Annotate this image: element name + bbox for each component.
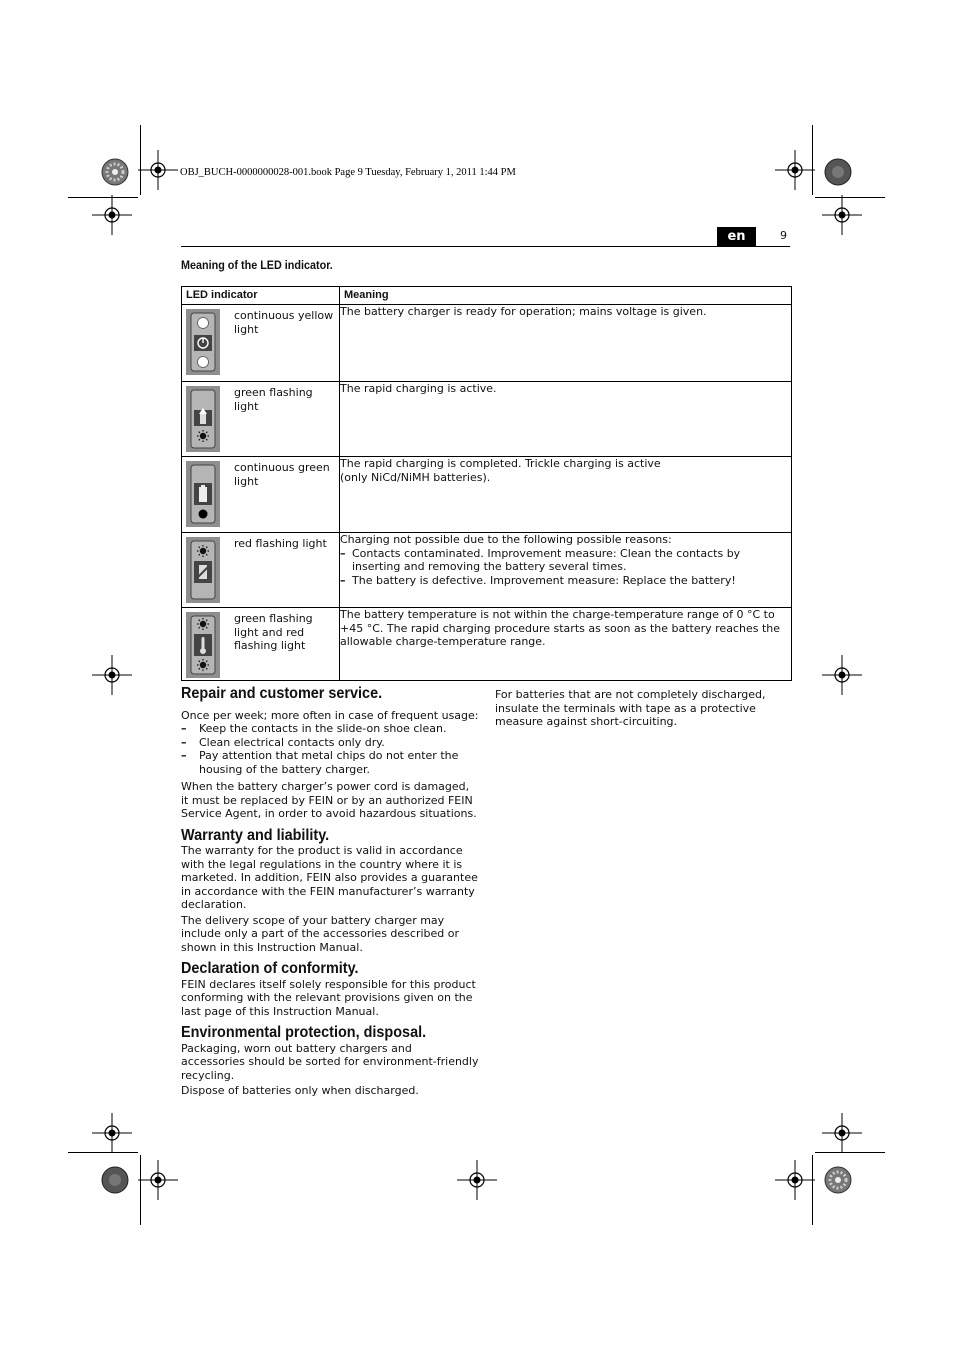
reason-item: – Contacts contaminated. Improvement measure: Clean the contacts by inserting and removing the battery several times.: [340, 546, 741, 573]
table-caption: Meaning of the LED indicator.: [181, 258, 333, 272]
indicator-label: green flashing light: [234, 386, 313, 413]
led-indicator-cell: [182, 305, 340, 382]
led-panel-image: [186, 537, 220, 607]
meaning-intro: Charging not possible due to the following possible reasons:: [340, 533, 672, 546]
language-badge: en: [717, 227, 756, 246]
color-registration-wheel-icon: [824, 158, 852, 186]
environment-paragraph: Packaging, worn out battery chargers and accessories should be sorted for environment-friendly recycling.: [181, 1041, 479, 1082]
led-indicator-cell: [182, 608, 340, 681]
repair-intro: Once per week; more often in case of frequent usage:: [181, 708, 479, 722]
column-header-led-indicator: LED indicator: [182, 287, 340, 305]
table-row: [182, 382, 792, 457]
indicator-label: continuous yellow light: [234, 309, 334, 336]
meaning-cell: [340, 533, 792, 608]
table-row: [182, 305, 792, 382]
repair-heading: Repair and customer service.: [181, 685, 383, 702]
led-panel-image: [186, 461, 220, 531]
color-registration-wheel-icon: [824, 1166, 852, 1194]
list-item: – Clean electrical contacts only dry.: [181, 735, 385, 749]
meaning-cell: The battery temperature is not within the charge-temperature range of 0 °C to +45 °C. The rapid charging procedure starts as soon as the battery reaches the allowable charge-temperature range.: [340, 608, 792, 681]
indicator-label: continuous green light: [234, 461, 330, 488]
color-registration-wheel-icon: [101, 1166, 129, 1194]
crosshair-target-icon: [822, 1113, 862, 1153]
led-indicator-cell: [182, 533, 340, 608]
crosshair-target-icon: [138, 150, 178, 190]
declaration-heading: Declaration of conformity.: [181, 960, 359, 977]
print-slug: OBJ_BUCH-0000000028-001.book Page 9 Tuesday, February 1, 2011 1:44 PM: [180, 167, 516, 178]
led-panel-image: [186, 612, 220, 682]
header-rule: [181, 246, 790, 247]
indicator-label: red flashing light: [234, 537, 327, 550]
crosshair-target-icon: [92, 1113, 132, 1153]
table-header-row: [182, 287, 792, 305]
warranty-heading: Warranty and liability.: [181, 826, 330, 844]
crosshair-target-icon: [775, 150, 815, 190]
crosshair-target-icon: [775, 1160, 815, 1200]
led-indicator-cell: [182, 457, 340, 533]
declaration-paragraph: FEIN declares itself solely responsible for this product conforming with the relevant provisions given on the last page of this Instruction Manual.: [181, 977, 476, 1018]
page-number: 9: [780, 229, 787, 242]
left-column: [181, 687, 479, 1098]
power-cord-note: When the battery charger’s power cord is damaged, it must be replaced by FEIN or by an authorized FEIN Service Agent, in order to avoid hazardous situations.: [181, 780, 477, 820]
table-row: [182, 457, 792, 533]
led-indicator-table: [181, 286, 792, 681]
battery-insulation-note: For batteries that are not completely discharged, insulate the terminals with tape as a protective measure against short-circuiting.: [495, 688, 766, 728]
warranty-paragraph: The delivery scope of your battery charger may include only a part of the accessories described or shown in this Instruction Manual.: [181, 913, 460, 954]
crosshair-target-icon: [457, 1160, 497, 1200]
table-row: [182, 533, 792, 608]
environment-paragraph: Dispose of batteries only when discharged.: [181, 1084, 419, 1097]
battery-icon: [199, 485, 207, 502]
reason-item: – The battery is defective. Improvement measure: Replace the battery!: [340, 573, 736, 587]
meaning-cell: The rapid charging is active.: [340, 382, 792, 457]
meaning-cell: [340, 457, 792, 533]
crosshair-target-icon: [138, 1160, 178, 1200]
led-panel-image: [186, 386, 220, 456]
color-registration-wheel-icon: [101, 158, 129, 186]
led-indicator-cell: [182, 382, 340, 457]
table-row: [182, 608, 792, 681]
list-item: – Pay attention that metal chips do not enter the housing of the battery charger.: [181, 749, 459, 776]
meaning-line: The rapid charging is completed. Trickle charging is active: [340, 457, 661, 470]
crosshair-target-icon: [822, 655, 862, 695]
crosshair-target-icon: [92, 195, 132, 235]
meaning-cell: The battery charger is ready for operation; mains voltage is given.: [340, 305, 792, 382]
column-header-meaning: Meaning: [340, 287, 792, 305]
led-panel-image: [186, 309, 220, 379]
warranty-paragraph: The warranty for the product is valid in accordance with the legal regulations in the country where it is marketed. In addition, FEIN also provides a guarantee in accordance with the FEIN manufacturer’s warranty declaration.: [181, 844, 478, 911]
right-column: [495, 688, 791, 729]
crosshair-target-icon: [92, 655, 132, 695]
meaning-line: (only NiCd/NiMH batteries).: [340, 470, 491, 484]
environment-heading: Environmental protection, disposal.: [181, 1024, 427, 1041]
list-item: – Keep the contacts in the slide-on shoe clean.: [181, 722, 447, 735]
crosshair-target-icon: [822, 195, 862, 235]
indicator-label: green flashing light and red flashing light: [234, 612, 313, 652]
